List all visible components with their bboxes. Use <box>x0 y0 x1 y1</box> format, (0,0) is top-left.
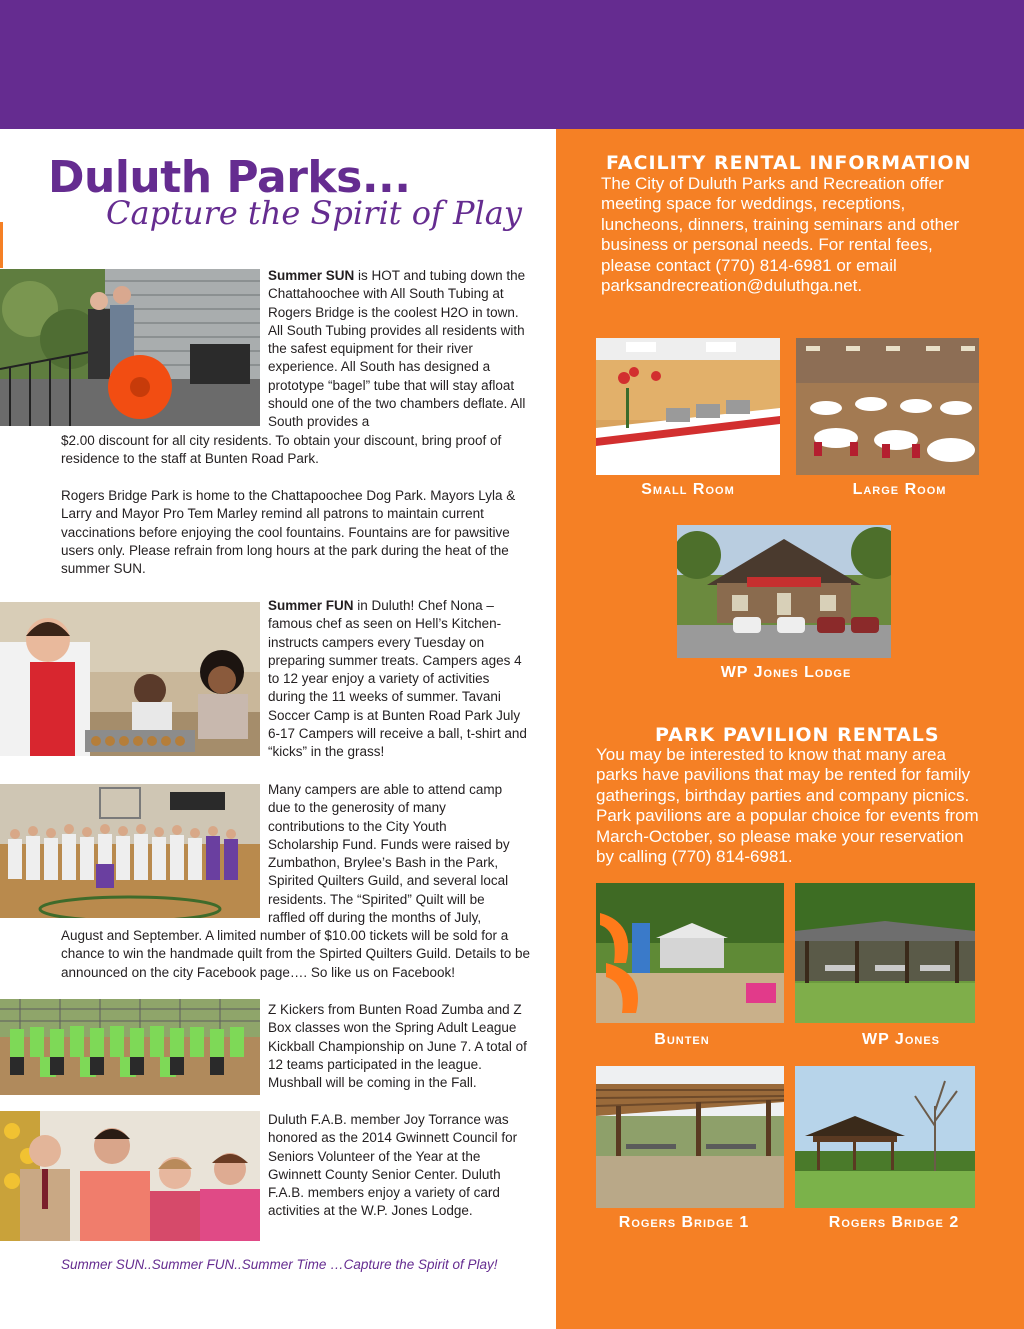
page-subtitle: Capture the Spirit of Play <box>106 194 522 232</box>
article-lead: Summer SUN <box>268 268 355 283</box>
wp-jones-caption: WP Jones <box>861 1031 940 1048</box>
article-scholarship-continued: August and September. A limited number of $10.00 tickets will be sold for a chance to win the handmade quilt from the Spirted Quilters Guild. Details to be announced on the city Facebook page…. So like us on Facebook! <box>61 928 530 980</box>
rogers-bridge-2-caption: Rogers Bridge 2 <box>828 1214 960 1231</box>
article-lead: Summer FUN <box>268 598 354 613</box>
facility-rental-text: The City of Duluth Parks and Recreation offer meeting space for weddings, receptions, luncheons, dinners, training seminars and other business or personal needs. For rental fees, please contact (770) 814-6981 or email parksandrecreation@duluthga.net. <box>601 174 960 296</box>
rogers-bridge-2-photo <box>795 1066 975 1208</box>
bunten-pavilion-photo <box>596 883 784 1023</box>
kickball-team-photo <box>0 999 260 1095</box>
small-room-caption: Small Room <box>641 481 735 498</box>
article-summer-fun <box>268 597 528 762</box>
article-summer-sun <box>268 267 530 432</box>
small-room-photo <box>596 338 780 475</box>
article-dog-park: Rogers Bridge Park is home to the Chattapoochee Dog Park. Mayors Lyla & Larry and Mayor Pro Tem Marley remind all patrons to maintain current vaccinations before enjoying the cool fountains. Fountains are for pawsitive users only. Please refrain from long hours at the park during the heat of the summer SUN. <box>61 488 516 577</box>
scholarship-group-photo <box>0 784 260 918</box>
wp-jones-pavilion-photo <box>795 883 975 1023</box>
cooking-class-photo <box>0 602 260 756</box>
rogers-bridge-1-photo <box>596 1066 784 1208</box>
top-banner <box>0 0 1024 129</box>
volunteer-award-photo <box>0 1111 260 1241</box>
large-room-photo <box>796 338 979 475</box>
wp-jones-lodge-photo <box>677 525 891 658</box>
bunten-caption: Bunten <box>654 1031 710 1048</box>
rogers-bridge-1-caption: Rogers Bridge 1 <box>618 1214 750 1231</box>
pavilion-rental-text: You may be interested to know that many area parks have pavilions that may be rented for family gatherings, birthday parties and company picnics. Park pavilions are a popular choice for events from March-October, so please make your reservation by calling (770) 814-6981. <box>596 745 979 867</box>
accent-line <box>0 222 3 268</box>
page-title: Duluth Parks... <box>48 152 411 203</box>
facility-rental-heading: FACILITY RENTAL INFORMATION <box>606 152 972 174</box>
article-summer-sun-continued: $2.00 discount for all city residents. To obtain your discount, bring proof of residence to the staff at Bunten Road Park. <box>61 433 502 467</box>
page-footer-tagline: Summer SUN..Summer FUN..Summer Time …Capture the Spirit of Play! <box>61 1257 498 1272</box>
article-body: in Duluth! Chef Nona – famous chef as seen on Hell’s Kitchen- instructs campers every Tuesday on preparing summer treats. Campers ages 4 to 12 year enjoy a variety of activities during the 11 weeks of summer. Tavani Soccer Camp is at Bunten Road Park July 6-17 Campers will receive a ball, t-shirt and “kicks” in the grass! <box>268 598 527 760</box>
large-room-caption: Large Room <box>852 481 947 498</box>
article-kickers: Z Kickers from Bunten Road Zumba and Z Box classes won the Spring Adult League Kickball Championship on June 7. A total of 12 teams participated in the league. Mushball will be coming in the Fall. <box>268 1002 527 1091</box>
article-body: is HOT and tubing down the Chattahoochee with All South Tubing at Rogers Bridge is the coolest H2O in town. All South Tubing provides all residents with the safest equipment for their river experience. All South has designed a prototype “bagel” tube that will stay afloat should one of the two chambers deflate. All South provides a <box>268 268 526 430</box>
article-fab: Duluth F.A.B. member Joy Torrance was honored as the 2014 Gwinnett Council for Seniors Volunteer of the Year at the Gwinnett County Senior Center. Duluth F.A.B. members enjoy a variety of card activities at the W.P. Jones Lodge. <box>268 1112 518 1219</box>
pavilion-rental-heading: PARK PAVILION RENTALS <box>655 724 940 746</box>
tubing-photo <box>0 269 260 426</box>
wp-jones-lodge-caption: WP Jones Lodge <box>720 664 852 681</box>
article-scholarship: Many campers are able to attend camp due to the generosity of many contributions to the City Youth Scholarship Fund. Funds were raised by Zumbathon, Brylee’s Bash in the Park, Spirited Quilters Guild, and several local residents. The “Spirited” Quilt will be raffled off during the months of July, <box>268 782 510 926</box>
